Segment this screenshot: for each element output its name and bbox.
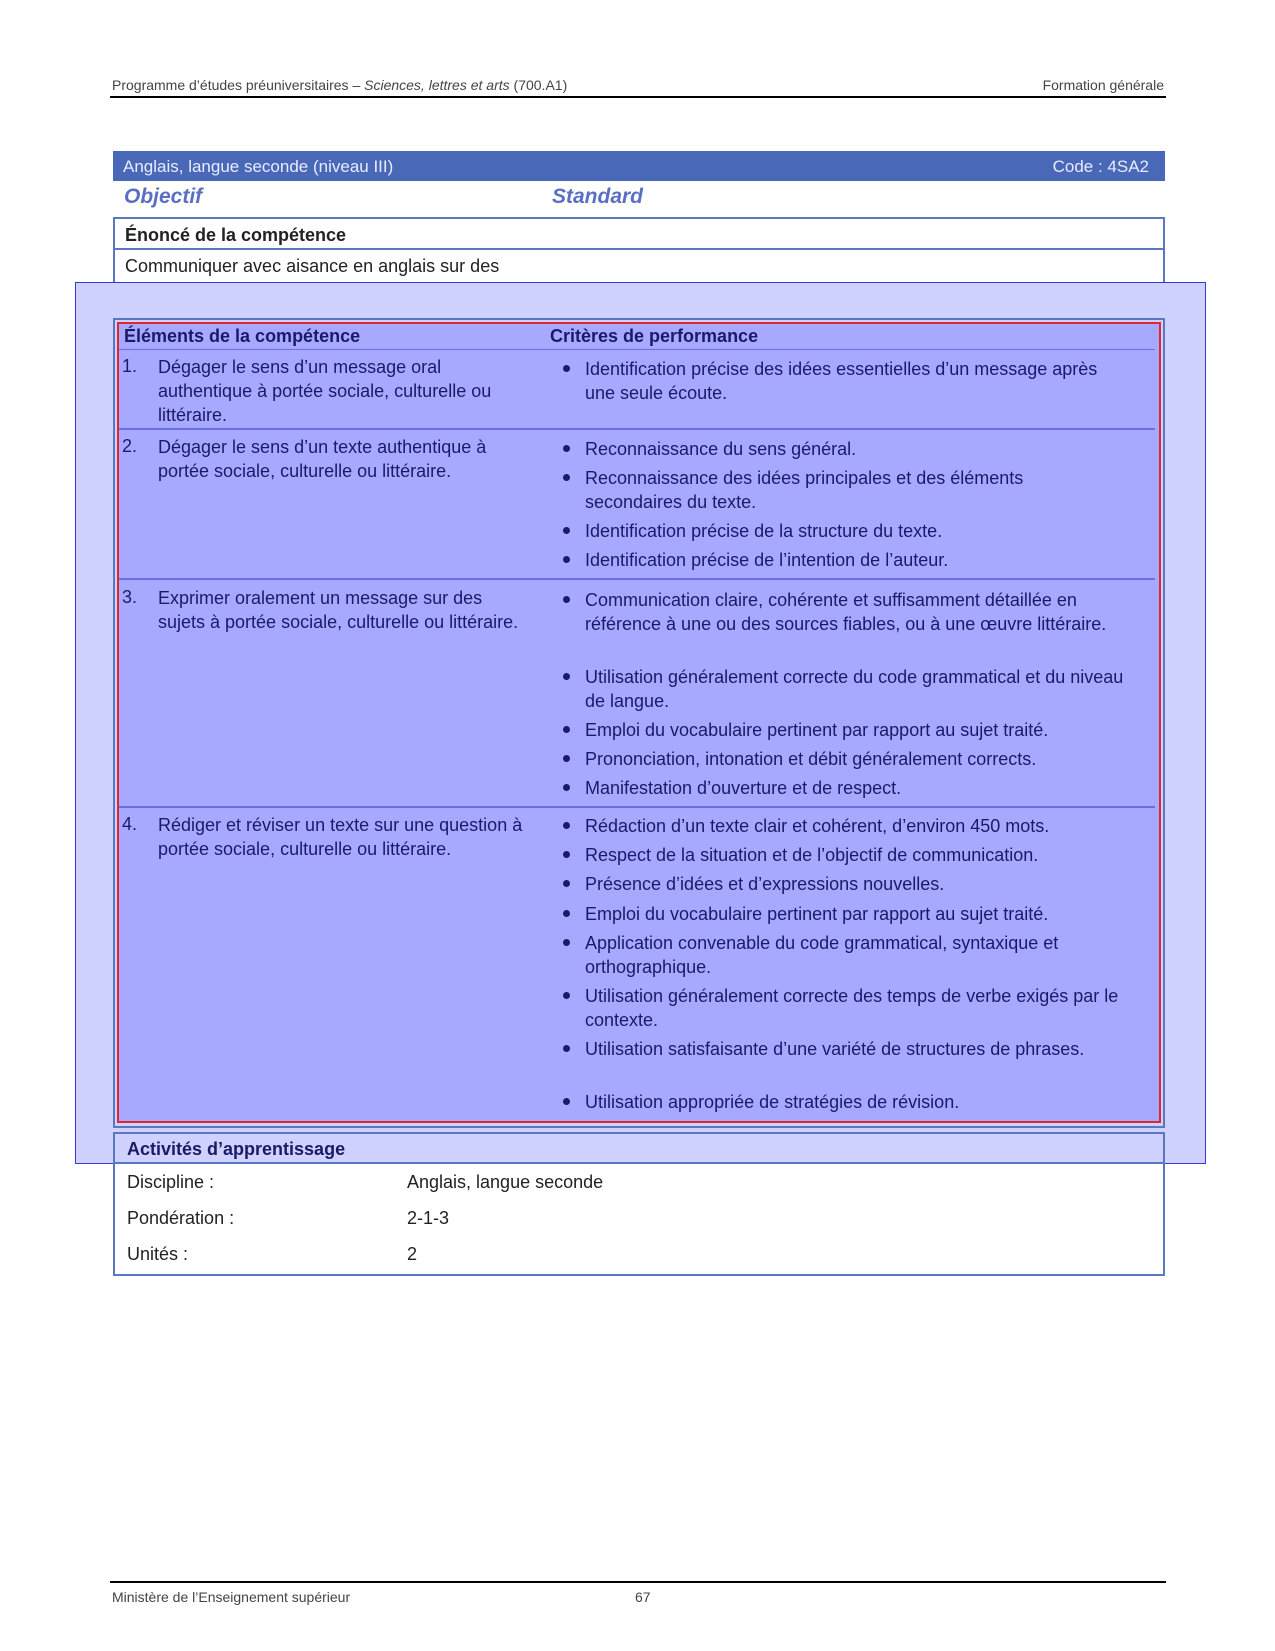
program-title: Programme d’études préuniversitaires – Sciences, lettres et arts (700.A1) — [112, 77, 568, 93]
page-number: 67 — [635, 1589, 651, 1605]
col-header-elements: Éléments de la compétence — [124, 326, 361, 346]
criterion-item: Identification précise des idées essentielles d’un message après une seule écoute. — [585, 357, 1125, 405]
bullet-icon — [563, 673, 570, 680]
criterion-item: Présence d’idées et d’expressions nouvelles. — [585, 872, 1140, 896]
activities-heading: Activités d’apprentissage — [115, 1134, 1163, 1164]
element-number: 2. — [122, 436, 138, 456]
row-divider — [119, 806, 1155, 808]
bullet-icon — [563, 910, 570, 917]
bullet-icon — [563, 445, 570, 452]
bullet-icon — [563, 880, 570, 887]
criterion-item: Utilisation généralement correcte des temps de verbe exigés par le contexte. — [585, 984, 1150, 1032]
element-text: Exprimer oralement un message sur des sujets à portée sociale, culturelle ou littéraire. — [158, 588, 519, 632]
element-text: Dégager le sens d’un texte authentique à portée sociale, culturelle ou littéraire. — [158, 437, 487, 481]
criterion-item: Emploi du vocabulaire pertinent par rapport au sujet traité. — [585, 902, 1140, 926]
criterion-item: Reconnaissance du sens général. — [585, 437, 1125, 461]
bullet-icon — [563, 1045, 570, 1052]
header-divider — [119, 349, 1155, 350]
unites-value: 2 — [407, 1244, 418, 1264]
section-label: Formation générale — [1042, 77, 1164, 93]
row-divider — [119, 578, 1155, 580]
element-number: 4. — [122, 814, 138, 834]
bullet-icon — [563, 939, 570, 946]
criterion-item: Application convenable du code grammatical, syntaxique et orthographique. — [585, 931, 1140, 979]
bullet-icon — [563, 755, 570, 762]
footer-ministry: Ministère de l’Enseignement supérieur — [112, 1589, 351, 1605]
criterion-item: Emploi du vocabulaire pertinent par rapport au sujet traité. — [585, 718, 1140, 742]
enonce-heading: Énoncé de la compétence — [115, 219, 1163, 250]
course-bar — [113, 151, 1165, 181]
bullet-icon — [563, 365, 570, 372]
criterion-item: Rédaction d’un texte clair et cohérent, d’environ 450 mots. — [585, 814, 1140, 838]
course-code: Code : 4SA2 — [1052, 157, 1149, 176]
criterion-item: Identification précise de la structure du texte. — [585, 519, 1125, 543]
bullet-icon — [563, 992, 570, 999]
bullet-icon — [563, 596, 570, 603]
activities-box — [113, 1132, 1165, 1276]
criterion-item: Respect de la situation et de l’objectif de communication. — [585, 843, 1140, 867]
page-header — [110, 74, 1166, 98]
criterion-item: Manifestation d’ouverture et de respect. — [585, 776, 1140, 800]
unites-label: Unités : — [127, 1244, 189, 1264]
element-number: 1. — [122, 356, 138, 376]
col-header-criteria: Critères de performance — [550, 326, 759, 346]
bullet-icon — [563, 851, 570, 858]
bullet-icon — [563, 527, 570, 534]
bullet-icon — [563, 556, 570, 563]
criterion-item: Communication claire, cohérente et suffisamment détaillée en référence à une ou des sources fiables, ou à une œuvre littéraire. — [585, 588, 1140, 636]
criterion-item: Prononciation, intonation et débit généralement corrects. — [585, 747, 1140, 771]
element-number: 3. — [122, 587, 138, 607]
criterion-item: Utilisation généralement correcte du code grammatical et du niveau de langue. — [585, 665, 1140, 713]
standard-label: Standard — [552, 185, 644, 208]
row-divider — [119, 428, 1155, 430]
criterion-item: Utilisation appropriée de stratégies de révision. — [585, 1090, 1140, 1114]
criterion-item: Utilisation satisfaisante d’une variété de structures de phrases. — [585, 1037, 1085, 1061]
criterion-item: Identification précise de l’intention de l’auteur. — [585, 548, 1125, 572]
enonce-text: Communiquer avec aisance en anglais sur des — [125, 256, 500, 276]
element-text: Rédiger et réviser un texte sur une question à portée sociale, culturelle ou littéraire. — [158, 815, 523, 859]
element-text: Dégager le sens d’un message oral authentique à portée sociale, culturelle ou littéraire. — [158, 357, 492, 425]
criterion-item: Reconnaissance des idées principales et des éléments secondaires du texte. — [585, 466, 1105, 514]
bullet-icon — [563, 474, 570, 481]
objective-label: Objectif — [124, 185, 203, 208]
bullet-icon — [563, 726, 570, 733]
ponderation-value: 2-1-3 — [407, 1208, 450, 1228]
discipline-value: Anglais, langue seconde — [407, 1172, 604, 1192]
discipline-label: Discipline : — [127, 1172, 215, 1192]
bullet-icon — [563, 1098, 570, 1105]
footer-divider — [110, 1581, 1166, 1583]
bullet-icon — [563, 784, 570, 791]
bullet-icon — [563, 822, 570, 829]
ponderation-label: Pondération : — [127, 1208, 235, 1228]
course-title: Anglais, langue seconde (niveau III) — [123, 157, 394, 176]
